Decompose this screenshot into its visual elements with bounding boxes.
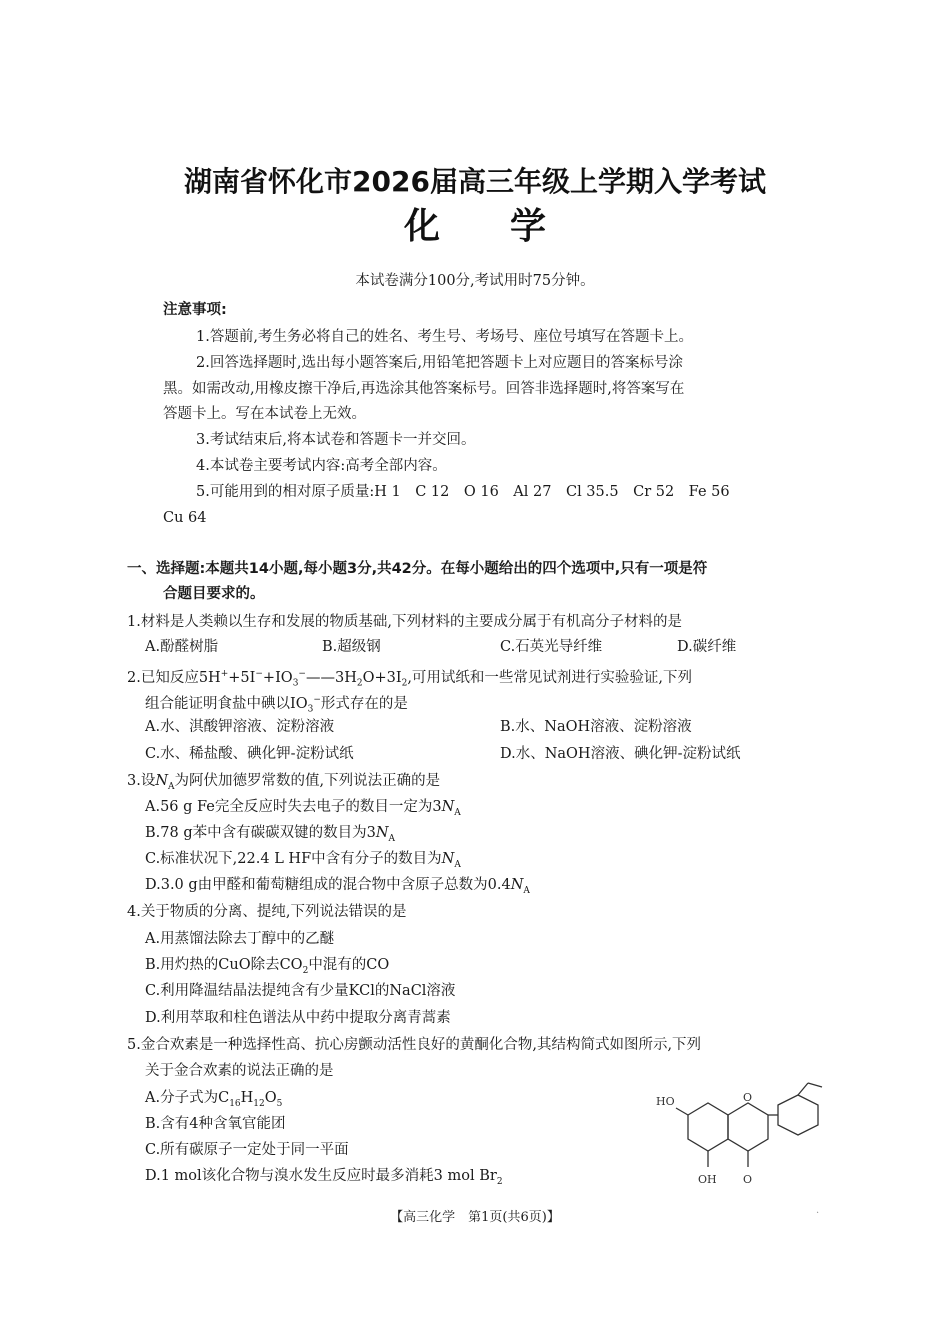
q2-stem: 2.已知反应$5H^++5I^-+IO_3^-——3H_2O+3I_2$,可用试纸和一些常见试剂进行实验验证,下列 bbox=[127, 669, 693, 689]
q2-option-b: B.水、NaOH溶液、淀粉溶液 bbox=[500, 719, 692, 735]
exam-info: 本试卷满分100分,考试用时75分钟。 bbox=[355, 273, 595, 289]
note-2-cont: 黑。如需改动,用橡皮擦干净后,再选涂其他答案标号。回答非选择题时,将答案写在 bbox=[163, 381, 685, 397]
note-5: 5.可能用到的相对原子质量:H 1 C 12 O 16 Al 27 Cl 35.5 Cr 52 Fe 56 bbox=[196, 484, 730, 500]
q4-stem: 4.关于物质的分离、提纯,下列说法错误的是 bbox=[127, 904, 407, 920]
note-2-end: 答题卡上。写在本试卷上无效。 bbox=[163, 406, 366, 422]
bond-ho bbox=[676, 1108, 688, 1115]
exam-title: 湖南省怀化市2026届高三年级上学期入学考试 bbox=[184, 165, 766, 198]
label-oh: OH bbox=[698, 1173, 717, 1186]
q3-option-c: C.标准状况下,22.4 L HF中含有分子的数目为$N_A$ bbox=[145, 851, 461, 870]
notes-heading: 注意事项: bbox=[163, 302, 227, 318]
q4-option-c: C.利用降温结晶法提纯含有少量KCl的NaCl溶液 bbox=[145, 983, 456, 999]
section1-heading-cont: 合题目要求的。 bbox=[163, 586, 265, 602]
note-3: 3.考试结束后,将本试卷和答题卡一并交回。 bbox=[196, 432, 476, 448]
subject-title: 化学 bbox=[403, 206, 616, 247]
acacetin-structure-figure bbox=[650, 1075, 850, 1195]
q3-option-d: D.3.0 g由甲醛和葡萄糖组成的混合物中含原子总数为$0.4N_A$ bbox=[145, 877, 530, 896]
bond-methyl bbox=[808, 1083, 822, 1087]
label-ho: HO bbox=[656, 1095, 675, 1108]
ring-a bbox=[688, 1103, 728, 1151]
note-1: 1.答题前,考生务必将自己的姓名、考生号、考场号、座位号填写在答题卡上。 bbox=[196, 329, 693, 345]
note-5-cont: Cu 64 bbox=[163, 510, 207, 526]
q5-option-d: D.1 mol该化合物与溴水发生反应时最多消耗3 mol $Br_2$ bbox=[145, 1168, 503, 1187]
ring-b bbox=[778, 1095, 818, 1135]
corner-mark: · bbox=[816, 1208, 820, 1219]
ring-c bbox=[728, 1103, 768, 1151]
q3-option-a: A.56 g Fe完全反应时失去电子的数目一定为$3N_A$ bbox=[145, 799, 461, 818]
note-2: 2.回答选择题时,选出每小题答案后,用铅笔把答题卡上对应题目的答案标号涂 bbox=[196, 355, 684, 371]
q4-option-a: A.用蒸馏法除去丁醇中的乙醚 bbox=[145, 931, 335, 947]
q2-option-c: C.水、稀盐酸、碘化钾-淀粉试纸 bbox=[145, 746, 354, 762]
q1-option-a: A.酚醛树脂 bbox=[145, 639, 219, 655]
q1-option-d: D.碳纤维 bbox=[677, 639, 737, 655]
q3-option-b: B.78 g苯中含有碳碳双键的数目为$3N_A$ bbox=[145, 825, 396, 844]
label-o-keto: O bbox=[743, 1173, 753, 1186]
q2-option-d: D.水、NaOH溶液、碘化钾-淀粉试纸 bbox=[500, 746, 741, 762]
q2-stem-cont: 组合能证明食盐中碘以$IO_3^-$形式存在的是 bbox=[145, 695, 408, 715]
q4-option-d: D.利用萃取和柱色谱法从中药中提取分离青蒿素 bbox=[145, 1010, 451, 1026]
q3-stem: 3.设$N_A$为阿伏加德罗常数的值,下列说法正确的是 bbox=[127, 773, 441, 792]
q5-stem: 5.金合欢素是一种选择性高、抗心房颤动活性良好的黄酮化合物,其结构简式如图所示,下列 bbox=[127, 1037, 702, 1053]
page-footer: 【高三化学 第1页(共6页)】 bbox=[390, 1210, 560, 1225]
q5-option-a: A.分子式为$C_{16}H_{12}O_5$ bbox=[145, 1090, 283, 1109]
section1-heading: 一、选择题:本题共14小题,每小题3分,共42分。在每小题给出的四个选项中,只有一项是符 bbox=[127, 561, 708, 577]
label-o-ring: O bbox=[743, 1091, 753, 1104]
q5-option-c: C.所有碳原子一定处于同一平面 bbox=[145, 1142, 349, 1158]
q4-option-b: B.用灼热的CuO除去$CO_2$中混有的CO bbox=[145, 957, 390, 976]
q2-option-a: A.水、淇酸钾溶液、淀粉溶液 bbox=[145, 719, 335, 735]
bond-ome bbox=[798, 1083, 808, 1095]
q5-option-b: B.含有4种含氧官能团 bbox=[145, 1116, 286, 1132]
q1-option-b: B.超级钢 bbox=[322, 639, 381, 655]
q1-stem: 1.材料是人类赖以生存和发展的物质基础,下列材料的主要成分属于有机高分子材料的是 bbox=[127, 614, 682, 630]
note-4: 4.本试卷主要考试内容:高考全部内容。 bbox=[196, 458, 447, 474]
q1-option-c: C.石英光导纤维 bbox=[500, 639, 603, 655]
q5-stem-cont: 关于金合欢素的说法正确的是 bbox=[145, 1063, 334, 1079]
